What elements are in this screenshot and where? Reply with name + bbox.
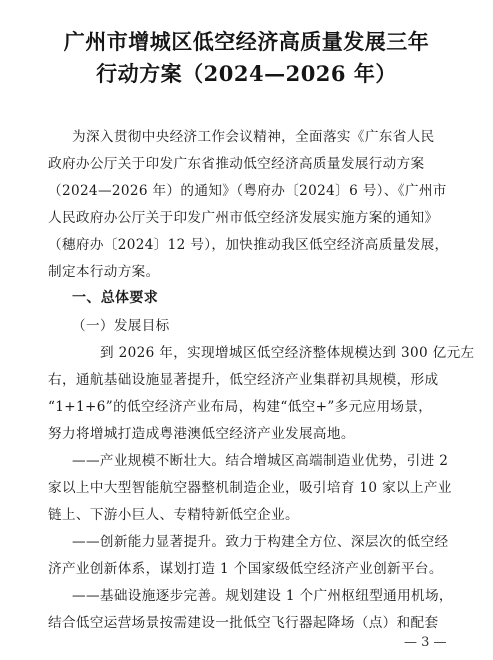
page-number: — 3 — <box>404 635 447 650</box>
intro-line: （穗府办〔2024〕12 号），加快推动我区低空经济高质量发展， <box>48 237 449 253</box>
intro-line: （2024—2026 年）的通知》（粤府办〔2024〕6 号）、《广州市 <box>48 183 447 199</box>
goal-line: “1+1+6”的低空经济产业布局，构建“低空+”多元应用场景， <box>48 399 433 415</box>
document-title-line-1: 广州市增城区低空经济高质量发展三年 <box>63 29 430 54</box>
intro-line: 人民政府办公厅关于印发广州市低空经济发展实施方案的通知》 <box>48 210 439 226</box>
innovation-line: ——创新能力显著提升。致力于构建全方位、深层次的低空经 <box>72 534 449 550</box>
industry-line: 家以上中大型智能航空器整机制造企业，吸引培育 10 家以上产业 <box>48 480 452 496</box>
goal-line: 右，通航基础设施显著提升，低空经济产业集群初具规模，形成 <box>48 372 439 388</box>
section-heading: 一、总体要求 <box>72 290 159 306</box>
intro-line: 政府办公厅关于印发广东省推动低空经济高质量发展行动方案 <box>48 156 425 172</box>
infrastructure-line: 结合低空运营场景按需建设一批低空飞行器起降场（点）和配套 <box>48 615 439 631</box>
industry-line: 链上、下游小巨人、专精特新低空企业。 <box>48 507 299 523</box>
industry-line: ——产业规模不断壮大。结合增城区高端制造业优势，引进 2 <box>72 453 449 469</box>
intro-line: 制定本行动方案。 <box>48 264 160 280</box>
subsection-heading: （一）发展目标 <box>72 318 170 334</box>
intro-line: 为深入贯彻中央经济工作会议精神，全面落实《广东省人民 <box>72 129 435 145</box>
document-title-line-2: 行动方案（2024—2026 年） <box>96 61 397 86</box>
innovation-line: 济产业创新体系，谋划打造 1 个国家级低空经济产业创新平台。 <box>48 561 443 577</box>
goal-line: 到 2026 年，实现增城区低空经济整体规模达到 300 亿元左 <box>100 345 475 361</box>
goal-line: 努力将增城打造成粤港澳低空经济产业发展高地。 <box>48 426 355 442</box>
infrastructure-line: ——基础设施逐步完善。规划建设 1 个广州枢纽型通用机场， <box>72 588 453 604</box>
